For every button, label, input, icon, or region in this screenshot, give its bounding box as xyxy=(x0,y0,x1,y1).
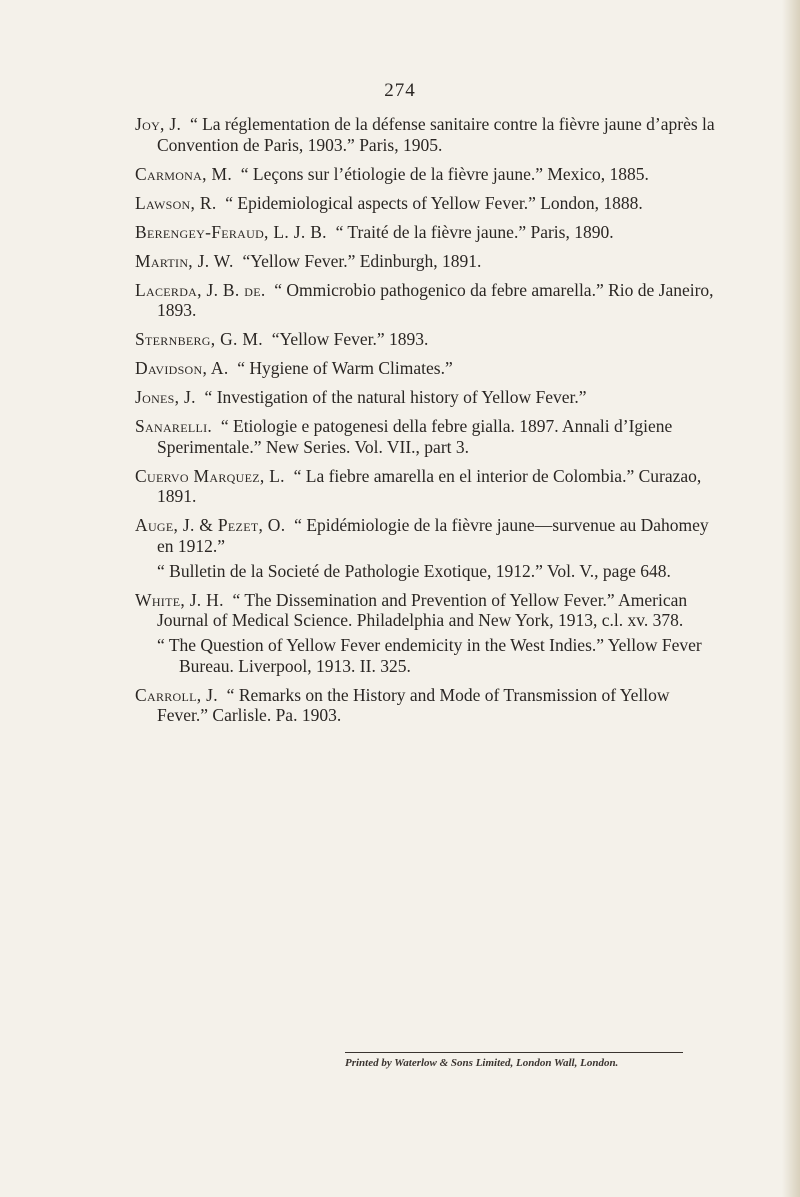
entry-author: Berengey-Feraud, L. J. B. xyxy=(135,221,327,242)
entry-text: “ Leçons sur l’étiologie de la fièvre jaune.” Mexico, 1885. xyxy=(240,163,649,184)
entry-text: “ Investigation of the natural history of Yellow Fever.” xyxy=(204,387,587,407)
entry-text: “ Traité de la fièvre jaune.” Paris, 1890. xyxy=(335,221,614,242)
printer-imprint: Printed by Waterlow & Sons Limited, London Wall, London. xyxy=(345,1057,619,1069)
entry-text: “ The Dissemination and Prevention of Yellow Fever.” American Journal of Medical Science. Philadelphia and New York, 1913, c.l. xv. 378. xyxy=(157,589,688,630)
entry-text: “ Remarks on the History and Mode of Transmission of Yellow Fever.” Carlisle. Pa. 1903. xyxy=(157,684,670,725)
entry-author: Carroll, J. xyxy=(135,684,218,705)
bibliography-entry xyxy=(135,114,720,155)
imprint-rule xyxy=(345,1052,683,1053)
entry-text: “ Hygiene of Warm Climates.” xyxy=(237,358,453,378)
entry-author: Sanarelli. xyxy=(135,416,213,436)
bibliography-list xyxy=(135,114,720,734)
entry-text: “ Epidémiologie de la fièvre jaune—survenue au Dahomey en 1912.” xyxy=(157,515,709,556)
bibliography-entry xyxy=(135,416,720,457)
bibliography-entry xyxy=(135,515,720,556)
entry-text: “ Ommicrobio pathogenico da febre amarella.” Rio de Janeiro, 1893. xyxy=(157,279,714,320)
entry-author: White, J. H. xyxy=(135,589,224,610)
bibliography-entry xyxy=(135,193,720,214)
bibliography-entry xyxy=(135,329,720,350)
entry-author: Cuervo Marquez, L. xyxy=(135,465,285,486)
bibliography-entry xyxy=(135,222,720,243)
bibliography-entry xyxy=(135,358,720,379)
bibliography-entry xyxy=(135,280,720,321)
bibliography-entry xyxy=(135,387,720,408)
entry-author: Martin, J. W. xyxy=(135,250,234,271)
bibliography-entry xyxy=(135,164,720,185)
bibliography-entry xyxy=(135,466,720,507)
entry-author: Carmona, M. xyxy=(135,163,232,184)
entry-text: “ La fiebre amarella en el interior de Colombia.” Curazao, 1891. xyxy=(157,465,702,506)
entry-text: “ Etiologie e patogenesi della febre gialla. 1897. Annali d’Igiene Sperimentale.” New Series. Vol. VII., part 3. xyxy=(157,416,673,457)
entry-author: Sternberg, G. M. xyxy=(135,329,263,349)
entry-author: Jones, J. xyxy=(135,387,196,407)
entry-text: “ Bulletin de la Societé de Pathologie Exotique, 1912.” Vol. V., page 648. xyxy=(157,560,671,581)
page-number: 274 xyxy=(384,80,416,101)
bibliography-entry-continuation xyxy=(135,561,720,582)
bibliography-entry xyxy=(135,685,720,726)
entry-text: “ The Question of Yellow Fever endemicity in the West Indies.” Yellow Fever Bureau. Liverpool, 1913. II. 325. xyxy=(157,635,702,676)
bibliography-entry-continuation xyxy=(135,635,720,676)
bibliography-entry xyxy=(135,590,720,631)
entry-text: “ Epidemiological aspects of Yellow Fever.” London, 1888. xyxy=(225,192,643,213)
entry-text: “Yellow Fever.” 1893. xyxy=(271,329,429,349)
entry-text: “ La réglementation de la défense sanitaire contre la fièvre jaune d’après la Convention de Paris, 1903.” Paris, 1905. xyxy=(157,114,715,155)
entry-author: Lacerda, J. B. de. xyxy=(135,279,266,300)
entry-text: “Yellow Fever.” Edinburgh, 1891. xyxy=(242,250,482,271)
entry-author: Davidson, A. xyxy=(135,358,229,378)
entry-author: Joy, J. xyxy=(135,114,182,134)
entry-author: Lawson, R. xyxy=(135,192,217,213)
bibliography-entry xyxy=(135,251,720,272)
page-edge xyxy=(782,0,800,1197)
entry-author: Auge, J. & Pezet, O. xyxy=(135,515,286,535)
